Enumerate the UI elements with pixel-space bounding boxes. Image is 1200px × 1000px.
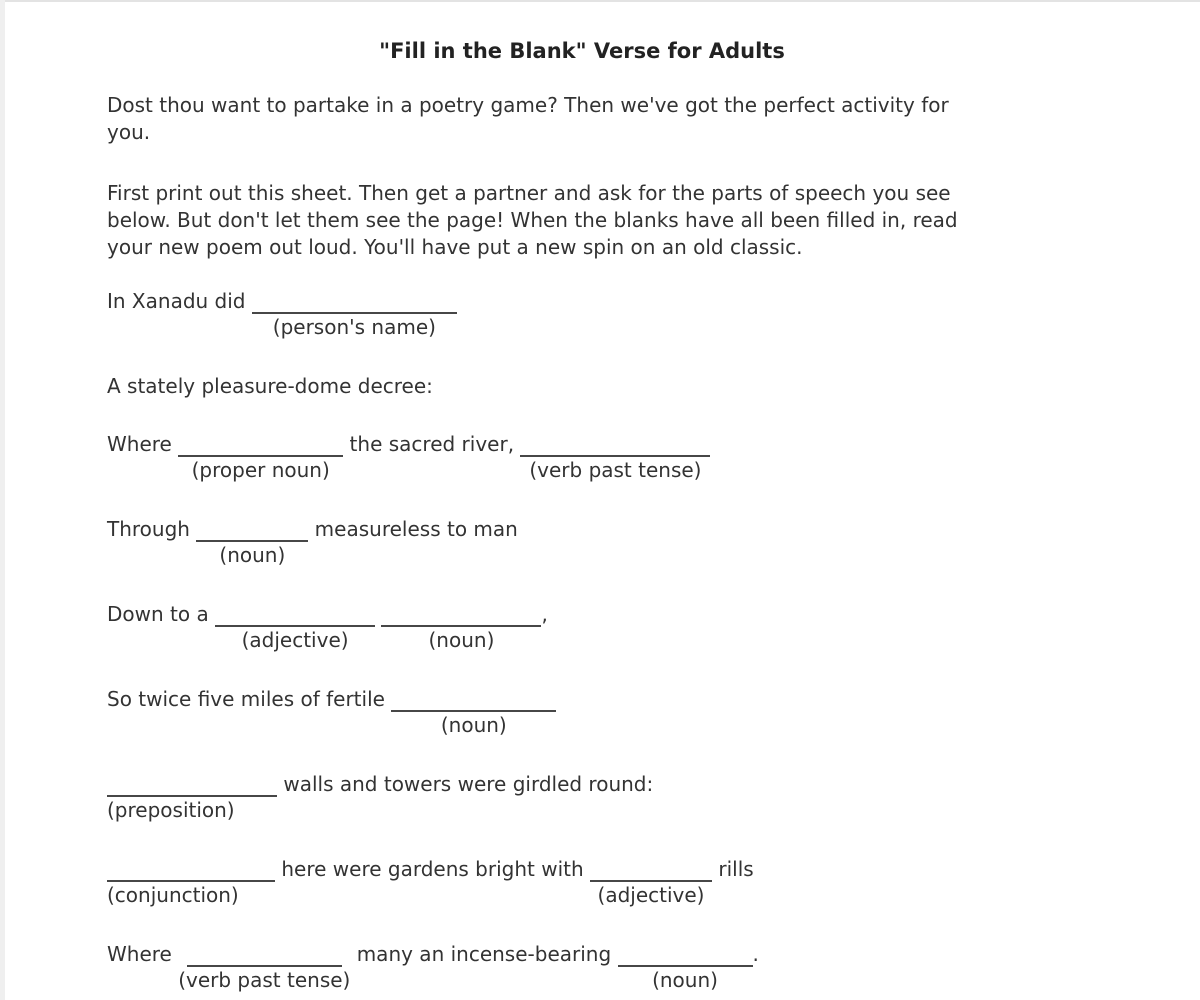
part-of-speech-label: (preposition)	[107, 798, 235, 822]
intro-line: Dost thou want to partake in a poetry game? Then we've got the perfect activity for	[107, 93, 949, 117]
part-of-speech-label: (verb past tense)	[529, 458, 702, 482]
poem-text: .	[752, 942, 759, 966]
blank-underline	[196, 517, 308, 542]
part-of-speech-label: (adjective)	[241, 628, 349, 652]
fill-in-blank	[215, 602, 375, 654]
poem-text: Through	[107, 517, 197, 541]
poem-text: rills	[712, 857, 754, 881]
intro-paragraph	[107, 180, 1150, 261]
blank-underline	[391, 687, 556, 712]
blank-underline	[381, 602, 541, 627]
intro-line: below. But don't let them see the page! When the blanks have all been filled in, read	[107, 208, 958, 232]
blank-underline	[178, 432, 343, 457]
poem-text: Where	[107, 432, 179, 456]
poem-text: Down to a	[107, 602, 216, 626]
poem-line	[107, 857, 1150, 909]
blank-underline	[107, 772, 277, 797]
poem-line	[107, 687, 1150, 739]
poem-text: the sacred river,	[343, 432, 521, 456]
fill-in-blank	[381, 602, 541, 654]
poem-text: A stately pleasure-dome decree:	[107, 374, 433, 398]
poem-text: walls and towers were girdled round:	[277, 772, 654, 796]
poem-line	[107, 942, 1150, 994]
poem-text: ,	[541, 602, 548, 626]
intro-line: your new poem out loud. You'll have put a new spin on an old classic.	[107, 235, 803, 259]
fill-in-blank	[520, 432, 710, 484]
fill-in-blank	[391, 687, 556, 739]
page-edge-top	[0, 0, 1200, 2]
poem-line	[107, 772, 1150, 824]
intro-paragraphs	[107, 92, 1150, 261]
blank-underline	[187, 942, 342, 967]
blank-underline	[590, 857, 712, 882]
intro-line: you.	[107, 120, 151, 144]
poem-text: Where	[107, 942, 179, 966]
part-of-speech-label: (adjective)	[597, 883, 705, 907]
poem-text: In Xanadu did	[107, 289, 252, 313]
page-edge-left	[0, 0, 5, 1000]
poem-text: here were gardens bright with	[275, 857, 590, 881]
fill-in-blank	[178, 942, 350, 994]
intro-paragraph	[107, 92, 1150, 146]
part-of-speech-label: (verb past tense)	[178, 968, 351, 992]
poem-line	[107, 289, 1150, 341]
poem-line	[107, 432, 1150, 484]
part-of-speech-label: (proper noun)	[191, 458, 330, 482]
page-title: "Fill in the Blank" Verse for Adults	[379, 39, 785, 63]
poem-text: many an incense-bearing	[350, 942, 618, 966]
part-of-speech-label: (person's name)	[272, 315, 436, 339]
fill-in-blank	[590, 857, 712, 909]
blank-underline	[107, 857, 275, 882]
poem-line	[107, 602, 1150, 654]
part-of-speech-label: (noun)	[652, 968, 718, 992]
poem-line	[107, 374, 1150, 399]
intro-line: First print out this sheet. Then get a partner and ask for the parts of speech you see	[107, 181, 951, 205]
fill-in-blank	[252, 289, 457, 341]
part-of-speech-label: (conjunction)	[107, 883, 239, 907]
fill-in-blank	[618, 942, 753, 994]
fill-in-blank	[178, 432, 343, 484]
poem-lines	[107, 289, 1150, 994]
poem-text: So twice five miles of fertile	[107, 687, 392, 711]
fill-in-blank	[107, 772, 277, 824]
poem-line	[107, 517, 1150, 569]
blank-underline	[215, 602, 375, 627]
blank-underline	[618, 942, 753, 967]
fill-in-blank	[196, 517, 308, 569]
blank-underline	[252, 289, 457, 314]
part-of-speech-label: (noun)	[219, 543, 286, 567]
blank-underline	[520, 432, 710, 457]
fill-in-blank	[107, 857, 275, 909]
poem-text: measureless to man	[308, 517, 518, 541]
part-of-speech-label: (noun)	[440, 713, 507, 737]
part-of-speech-label: (noun)	[428, 628, 495, 652]
